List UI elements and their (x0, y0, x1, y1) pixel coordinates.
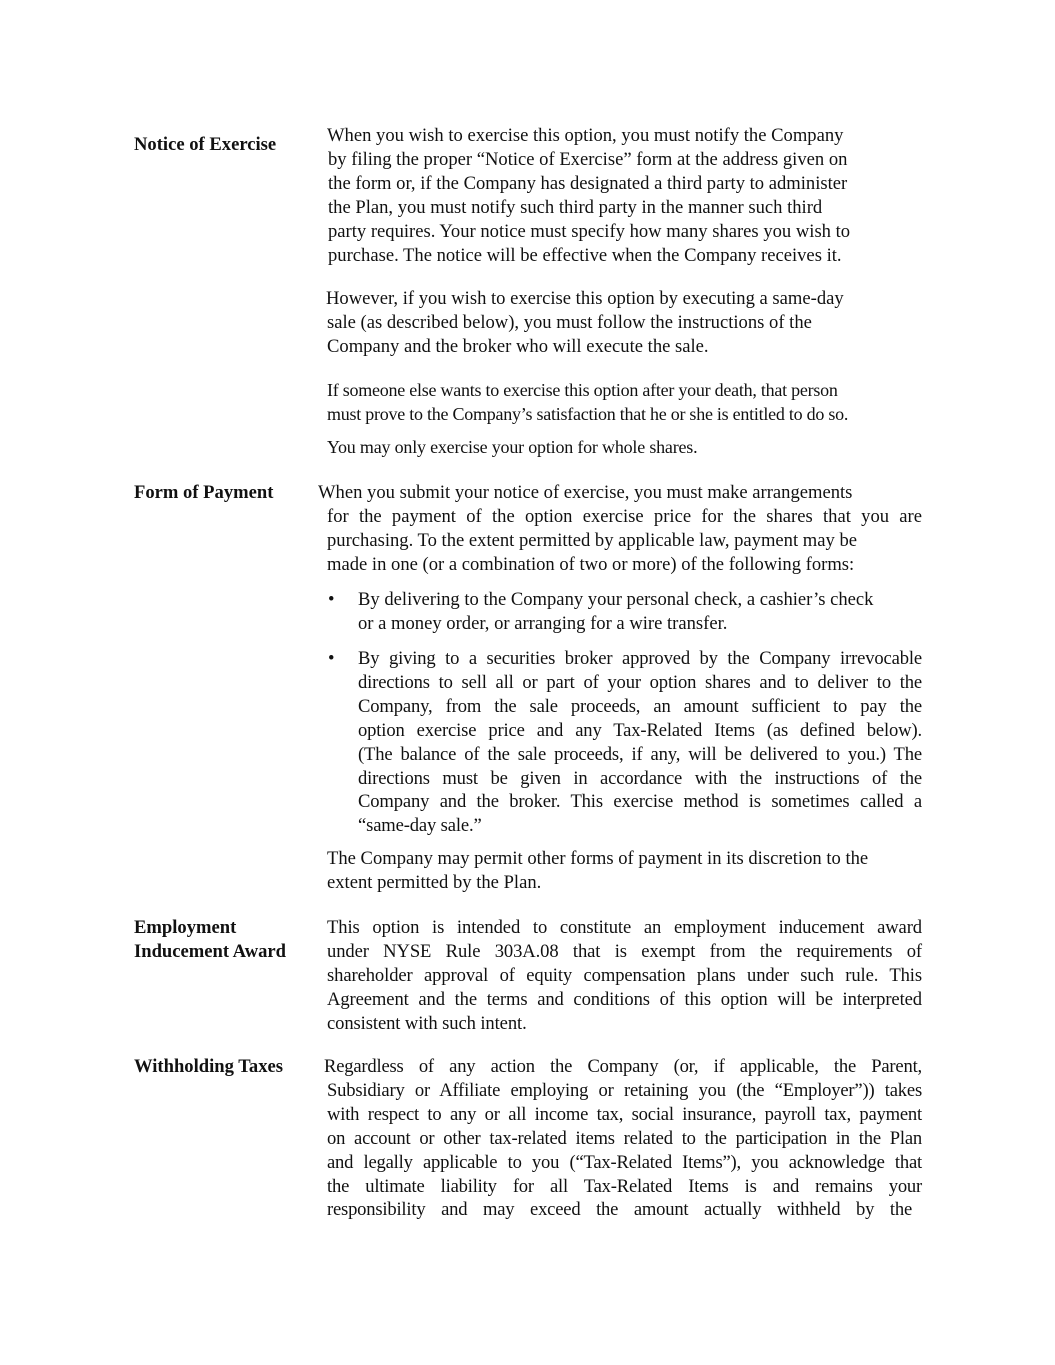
text-line: the ultimate liability for all Tax-Related Items is and remains your (327, 1175, 922, 1197)
bullet-icon: • (328, 648, 335, 669)
withholding-taxes-heading: Withholding Taxes (134, 1056, 283, 1077)
text-line: Company, from the sale proceeds, an amount sufficient to pay the (358, 695, 922, 717)
text-line: responsibility and may exceed the amount actually withheld by the (327, 1199, 912, 1221)
employment-inducement-award-heading (134, 916, 319, 964)
payment-paragraph-2 (327, 847, 922, 895)
text-line: Subsidiary or Affiliate employing or retaining you (the “Employer”)) takes (327, 1079, 922, 1101)
text-line: on account or other tax-related items related to the participation in the Plan (327, 1127, 922, 1149)
payment-bullet-1 (358, 588, 922, 636)
text-line: shareholder approval of equity compensation plans under such rule. This (327, 964, 922, 986)
text-line: However, if you wish to exercise this option by executing a same-day (326, 288, 844, 309)
notice-paragraph-3 (327, 379, 922, 427)
text-line: consistent with such intent. (327, 1012, 527, 1034)
text-line: purchasing. To the extent permitted by applicable law, payment may be (327, 529, 858, 551)
text-line: Company and the broker who will execute the sale. (327, 335, 709, 357)
withholding-paragraph (324, 1055, 922, 1222)
text-line: Company and the broker. This exercise method is sometimes called a (358, 791, 922, 813)
text-line: This option is intended to constitute an employment inducement award (327, 917, 922, 938)
form-of-payment-heading: Form of Payment (134, 482, 274, 503)
text-line: Agreement and the terms and conditions of this option will be interpreted (327, 988, 922, 1010)
text-line: for the payment of the option exercise price for the shares that you are (327, 505, 922, 527)
text-line: By delivering to the Company your personal check, a cashier’s check (358, 589, 874, 610)
text-line: extent permitted by the Plan. (327, 871, 542, 893)
text-line: purchase. The notice will be effective when the Company receives it. (328, 244, 842, 266)
text-line: with respect to any or all income tax, social insurance, payroll tax, payment (327, 1103, 922, 1125)
payment-paragraph-1 (318, 481, 922, 577)
text-line: “same-day sale.” (358, 815, 482, 837)
text-line: party requires. Your notice must specify how many shares you wish to (328, 220, 851, 242)
text-line: The Company may permit other forms of payment in its discretion to the (327, 848, 869, 869)
text-line: made in one (or a combination of two or more) of the following forms: (327, 553, 855, 575)
text-line: and legally applicable to you (“Tax-Related Items”), you acknowledge that (327, 1151, 922, 1173)
text-line: (The balance of the sale proceeds, if any, will be delivered to you.) The (358, 743, 922, 765)
notice-paragraph-4 (327, 436, 917, 460)
notice-paragraph-2 (326, 287, 916, 359)
text-line: or a money order, or arranging for a wire transfer. (358, 612, 728, 634)
inducement-paragraph (327, 916, 922, 1036)
text-line: directions to sell all or part of your option shares and to deliver to the (358, 671, 922, 693)
text-line: You may only exercise your option for whole shares. (327, 437, 698, 457)
payment-bullet-2 (358, 647, 922, 838)
text-line: the Plan, you must notify such third party in the manner such third (328, 196, 823, 218)
text-line: under NYSE Rule 303A.08 that is exempt from the requirements of (327, 940, 922, 962)
text-line: directions must be given in accordance with the instructions of the (358, 767, 922, 789)
text-line: option exercise price and any Tax-Related Items (as defined below). (358, 719, 922, 741)
text-line: Regardless of any action the Company (or, if applicable, the Parent, (324, 1056, 922, 1077)
notice-paragraph-1 (327, 124, 917, 267)
text-line: by filing the proper “Notice of Exercise” form at the address given on (328, 148, 848, 170)
text-line: By giving to a securities broker approved by the Company irrevocable (358, 648, 922, 669)
text-line: sale (as described below), you must follow the instructions of the (327, 311, 812, 333)
notice-of-exercise-heading: Notice of Exercise (134, 134, 277, 155)
heading-line: Employment (134, 917, 237, 938)
text-line: When you wish to exercise this option, you must notify the Company (327, 125, 844, 146)
text-line: If someone else wants to exercise this option after your death, that person (327, 380, 838, 400)
bullet-icon: • (328, 589, 335, 610)
text-line: the form or, if the Company has designated a third party to administer (328, 172, 848, 194)
text-line: must prove to the Company’s satisfaction that he or she is entitled to do so. (327, 403, 849, 424)
heading-line: Inducement Award (134, 940, 287, 962)
text-line: When you submit your notice of exercise, you must make arrangements (318, 482, 853, 503)
